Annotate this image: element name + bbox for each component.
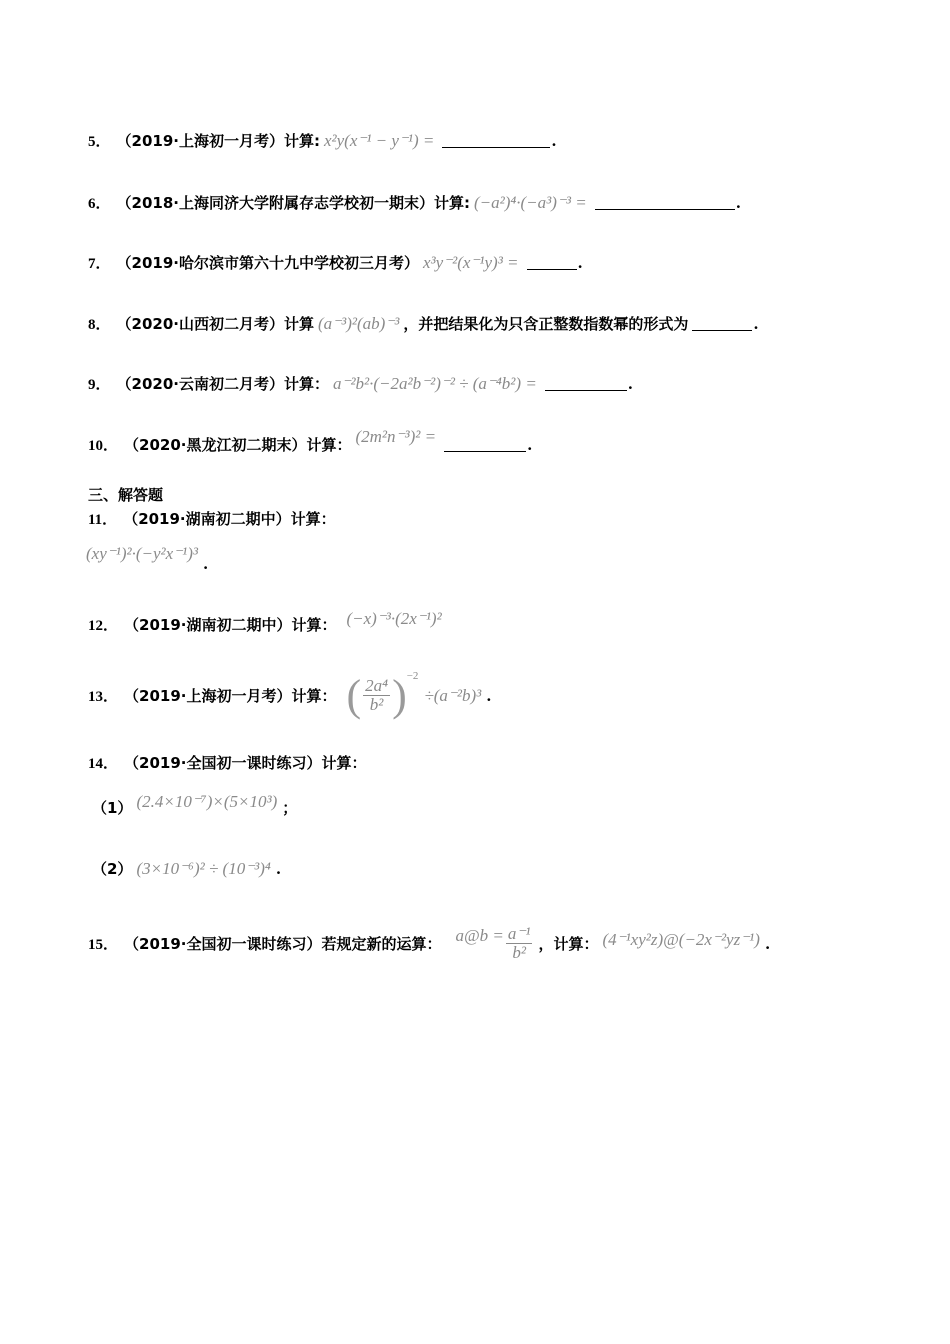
question-prompt: 计算： [283, 375, 329, 393]
math-expression: (xy⁻¹)²·(−y²x⁻¹)³ [86, 544, 198, 563]
question-number: 6． [88, 196, 111, 212]
question-14 [88, 752, 366, 773]
part-label: （2） [92, 860, 133, 878]
question-11-expression [86, 544, 209, 573]
question-6 [88, 192, 741, 213]
answer-blank[interactable] [444, 437, 526, 452]
question-suffix: ，并把结果化为只含正整数指数幂的形式为 [403, 315, 689, 333]
question-number: 15． [88, 937, 119, 953]
question-prompt: 计算: [283, 132, 320, 150]
fraction-denominator: b² [369, 695, 384, 714]
math-expression: x²y(x⁻¹ − y⁻¹) = [323, 130, 435, 150]
question-number: 5． [88, 134, 111, 150]
question-source: （2019·上海初一月考） [116, 132, 284, 150]
period: . [551, 131, 557, 150]
answer-blank[interactable] [442, 133, 550, 148]
question-source: （2019·上海初一月考） [124, 687, 292, 705]
answer-blank[interactable] [595, 195, 735, 210]
question-source: （2019·湖南初二期中） [124, 616, 292, 634]
question-number: 9． [88, 377, 111, 393]
question-prompt: 计算: [433, 194, 470, 212]
question-prompt: 计算： [306, 436, 352, 454]
period: . [202, 555, 209, 573]
period: . [577, 253, 583, 272]
question-prompt: 计算： [290, 510, 336, 528]
question-5 [88, 130, 557, 151]
question-prompt: 计算： [291, 687, 337, 705]
question-14-part-2 [92, 858, 281, 879]
question-source: （2019·湖南初二期中） [123, 510, 291, 528]
question-prompt: 计算 [283, 315, 314, 333]
question-8 [88, 313, 759, 334]
question-source: （2020·云南初二月考） [116, 375, 284, 393]
question-9 [88, 373, 633, 394]
question-source: （2019·全国初一课时练习） [124, 754, 322, 772]
definition-lhs: a@b = [455, 925, 504, 945]
math-expression: (3×10⁻⁶)² ÷ (10⁻³)⁴ [136, 858, 271, 878]
question-11 [88, 508, 336, 529]
question-number: 14． [88, 756, 119, 772]
question-source: （2020·黑龙江初二期末） [124, 436, 307, 454]
section-title: 三、解答题 [88, 486, 164, 504]
question-prompt: 若规定新的运算： [321, 935, 442, 953]
math-expression: (2m²n⁻³)² = [355, 426, 437, 446]
exponent: −2 [406, 670, 419, 682]
period: . [627, 374, 634, 393]
fraction-numerator: a⁻¹ [507, 924, 531, 943]
question-7 [88, 252, 583, 273]
fraction [506, 925, 533, 962]
question-number: 8． [88, 317, 111, 333]
period: . [275, 859, 282, 878]
fraction-denominator: b² [512, 943, 526, 962]
question-number: 13． [88, 689, 119, 705]
question-10 [88, 426, 533, 455]
period: . [764, 934, 771, 953]
question-prompt: 计算： [321, 754, 367, 772]
question-number: 11． [88, 512, 118, 528]
question-source: （2019·全国初一课时练习） [124, 935, 322, 953]
question-13 [88, 670, 492, 721]
period: . [753, 314, 759, 333]
question-prompt: 计算： [291, 616, 337, 634]
math-expression: ( $\frac{\text{2a⁴}}{\text{b²}}$ ) $^{-2}$ ÷(a⁻²b)³ [346, 670, 482, 720]
question-15 [88, 925, 770, 962]
period: . [735, 193, 741, 212]
math-expression: (a⁻³)²(ab)⁻³ [317, 313, 400, 333]
question-source: （2019·哈尔滨市第六十九中学校初三月考） [116, 254, 419, 272]
math-expression: (−a²)⁴·(−a³)⁻³ = [473, 192, 587, 212]
question-number: 7． [88, 256, 111, 272]
math-rest: ÷(a⁻²b)³ [424, 685, 482, 705]
operation-definition [455, 925, 534, 962]
answer-blank[interactable] [545, 376, 627, 391]
math-expression: (−x)⁻³·(2x⁻¹)² [346, 608, 442, 628]
question-source: （2020·山西初二月考） [116, 315, 284, 333]
semicolon: ； [282, 799, 298, 817]
period: . [527, 435, 533, 454]
fraction [363, 677, 390, 714]
math-expression: (2.4×10⁻⁷)×(5×10³) [136, 791, 278, 811]
fraction-numerator: 2a⁴ [365, 676, 389, 695]
math-expression: (4⁻¹xy²z)@(−2x⁻²yz⁻¹) [602, 929, 760, 949]
question-number: 10． [88, 438, 119, 454]
answer-blank[interactable] [692, 316, 752, 331]
answer-blank[interactable] [527, 255, 577, 270]
math-expression: a⁻²b²·(−2a²b⁻²)⁻² ÷ (a⁻⁴b²) = [332, 373, 537, 393]
part-label: （1） [92, 799, 133, 817]
question-12 [88, 608, 446, 635]
period: . [486, 686, 492, 705]
math-expression: x³y⁻²(x⁻¹y)³ = [422, 252, 519, 272]
question-number: 12． [88, 618, 119, 634]
question-source: （2018·上海同济大学附属存志学校初一期末） [116, 194, 434, 212]
question-14-part-1 [92, 791, 298, 818]
question-mid: ，计算： [538, 935, 599, 953]
